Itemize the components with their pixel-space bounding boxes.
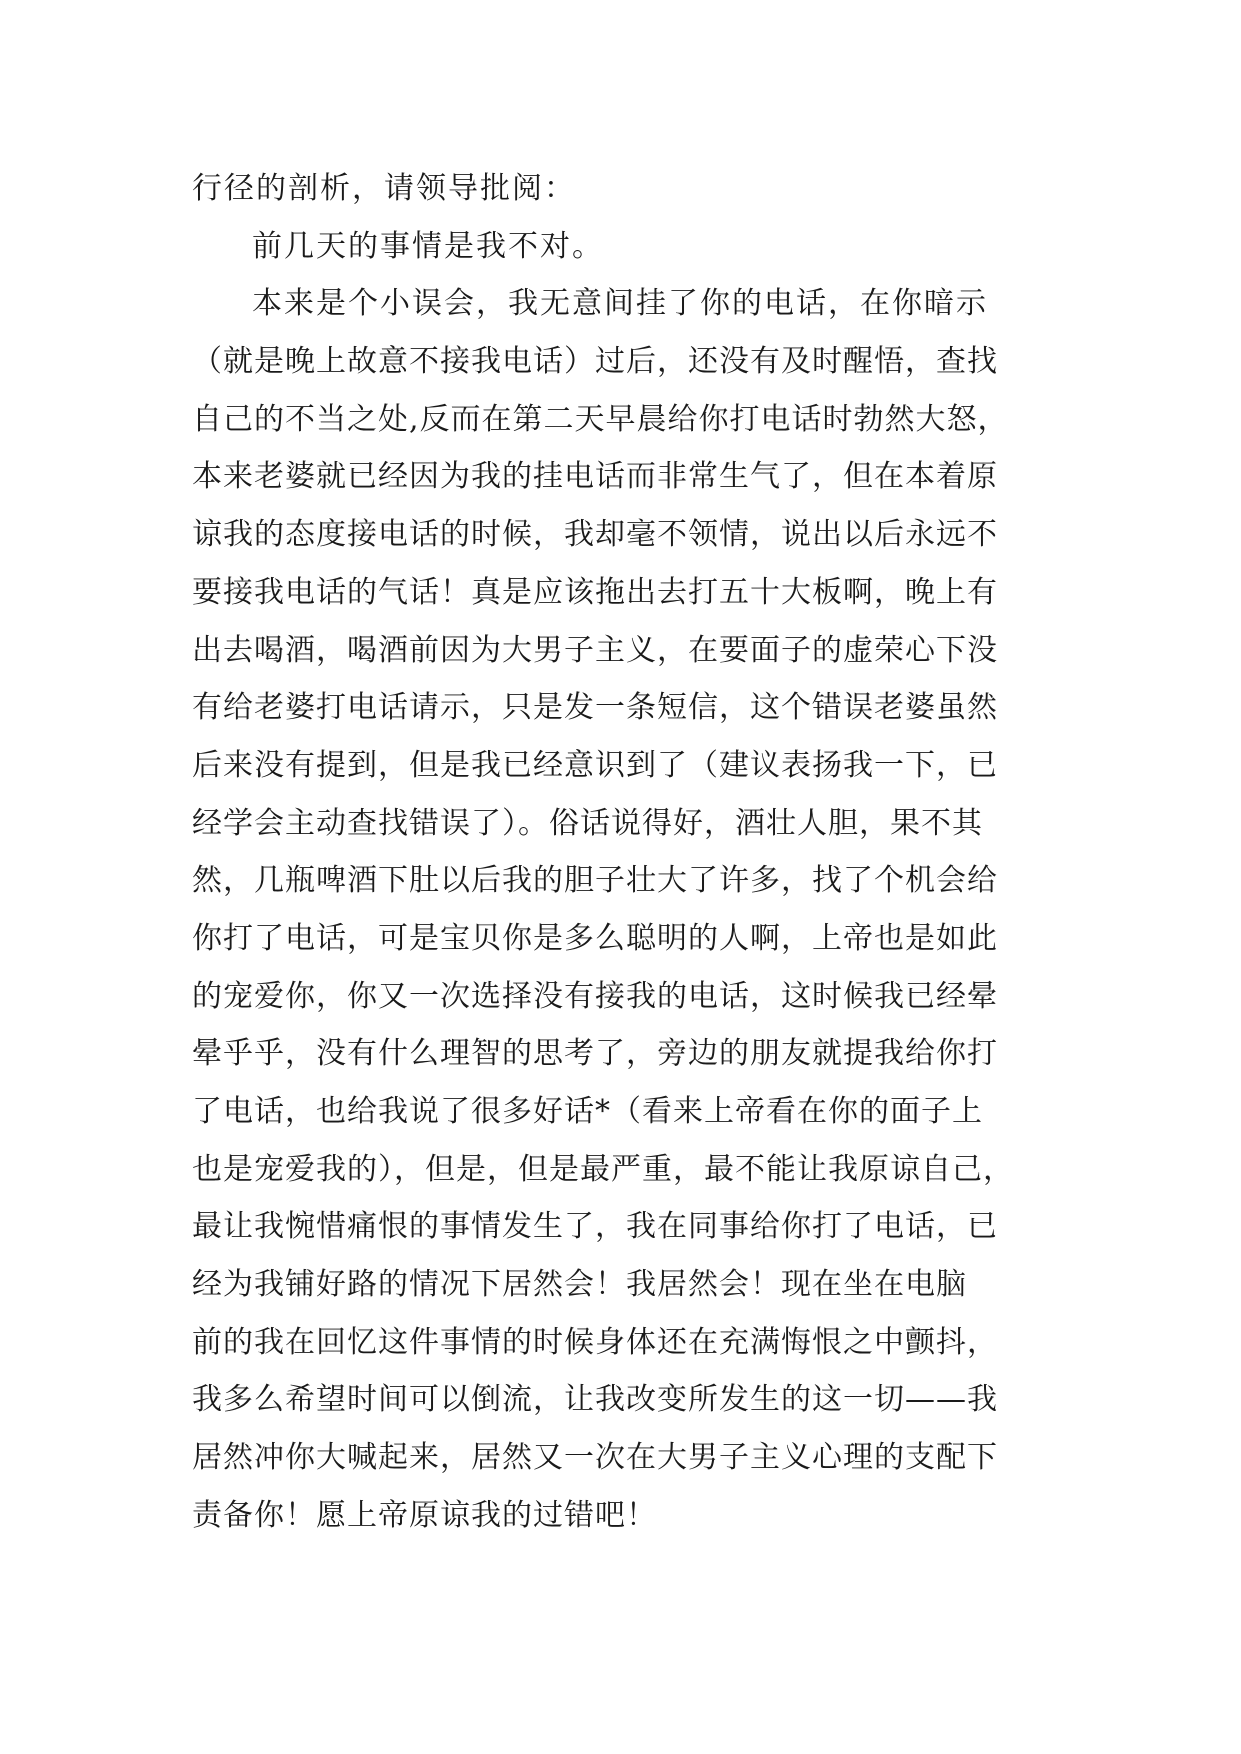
text-line: 居然冲你大喊起来，居然又一次在大男子主义心理的支配下	[192, 1440, 998, 1476]
text-line: 前几天的事情是我不对。	[252, 228, 604, 264]
text-line: 然，几瓶啤酒下肚以后我的胆子壮大了许多，找了个机会给	[192, 863, 998, 899]
text-line: 经学会主动查找错误了）。俗话说得好，酒壮人胆，果不其	[192, 805, 983, 841]
text-line: 的宠爱你，你又一次选择没有接我的电话，这时候我已经晕	[192, 978, 998, 1014]
text-line: 晕乎乎，没有什么理智的思考了，旁边的朋友就提我给你打	[192, 1036, 998, 1072]
text-line: 谅我的态度接电话的时候，我却毫不领情，说出以后永远不	[192, 517, 998, 553]
text-line: 经为我铺好路的情况下居然会！我居然会！现在坐在电脑	[192, 1267, 967, 1303]
text-line: 最让我惋惜痛恨的事情发生了，我在同事给你打了电话，已	[192, 1209, 998, 1245]
text-line: 后来没有提到，但是我已经意识到了（建议表扬我一下，已	[192, 747, 998, 783]
text-line: 也是宠爱我的），但是，但是最严重，最不能让我原谅自己，	[192, 1151, 1014, 1187]
text-line: 你打了电话，可是宝贝你是多么聪明的人啊，上帝也是如此	[192, 920, 998, 956]
text-line: 责备你！愿上帝原谅我的过错吧！	[192, 1497, 657, 1533]
body-text	[192, 160, 1052, 1545]
text-line: （就是晚上故意不接我电话）过后，还没有及时醒悟，查找	[192, 344, 998, 380]
text-line: 前的我在回忆这件事情的时候身体还在充满悔恨之中颤抖，	[192, 1324, 998, 1360]
text-line: 要接我电话的气话！真是应该拖出去打五十大板啊，晚上有	[192, 574, 998, 610]
text-line: 本来是个小误会，我无意间挂了你的电话，在你暗示	[252, 286, 988, 322]
text-line: 自己的不当之处,反而在第二天早晨给你打电话时勃然大怒，	[192, 401, 1009, 437]
text-line: 有给老婆打电话请示，只是发一条短信，这个错误老婆虽然	[192, 690, 998, 726]
text-line: 行径的剖析，请领导批阅：	[192, 171, 576, 206]
text-line: 本来老婆就已经因为我的挂电话而非常生气了，但在本着原	[192, 459, 998, 495]
text-line: 了电话，也给我说了很多好话*（看来上帝看在你的面子上	[192, 1094, 983, 1129]
text-line: 出去喝酒，喝酒前因为大男子主义，在要面子的虚荣心下没	[192, 632, 998, 668]
text-line: 我多么希望时间可以倒流，让我改变所发生的这一切——我	[192, 1382, 998, 1418]
